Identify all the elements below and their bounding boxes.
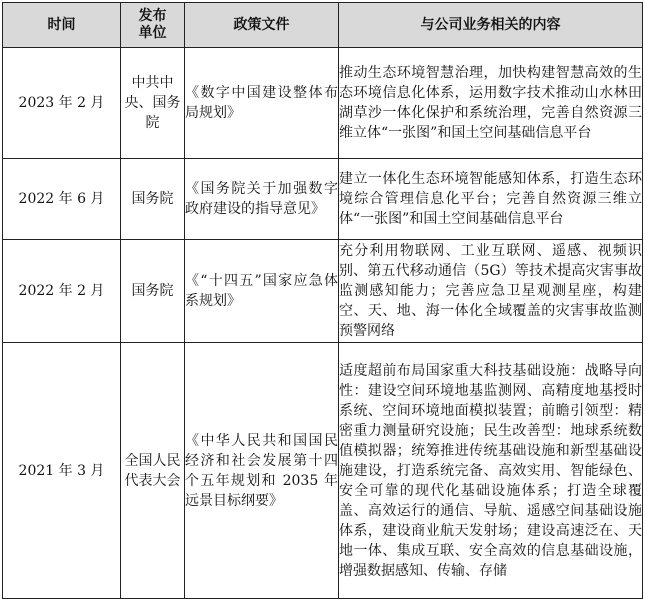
cell-document: 《中华人民共和国国民经济和社会发展第十四个五年规划和 2035 年远景目标纲要》: [185, 343, 339, 599]
cell-unit: 国务院: [121, 159, 185, 240]
table-row: [3, 240, 643, 343]
policy-table: [2, 2, 643, 599]
cell-document: 《数字中国建设整体布局规划》: [185, 48, 339, 159]
cell-content-wrapper: [339, 343, 643, 599]
header-content: 与公司业务相关的内容: [339, 3, 643, 48]
cell-content: 推动生态环境智慧治理，加快构建智慧高效的生态环境信息化体系，运用数字技术推动山水林田湖草沙一体化保护和系统治理，完善自然资源三维立体“一张图”和国土空间基础信息平台: [339, 48, 643, 159]
cell-document: 《“十四五”国家应急体系规划》: [185, 240, 339, 343]
table-row: [3, 159, 643, 240]
cell-unit: 国务院: [121, 240, 185, 343]
table-row: [3, 343, 643, 599]
cell-unit: 中共中央、国务院: [121, 48, 185, 159]
table-header-row: [3, 3, 643, 48]
cell-document: 《国务院关于加强数字政府建设的指导意见》: [185, 159, 339, 240]
header-unit-label: 发布单位: [138, 8, 167, 41]
cell-time: 2021 年 3 月: [3, 343, 121, 599]
cell-unit: 全国人民代表大会: [121, 343, 185, 599]
cell-content: 建立一体化生态环境智能感知体系，打造生态环境综合管理信息化平台；完善自然资源三维立体“一张图”和国土空间基础信息平台: [339, 159, 643, 240]
cell-content: 适度超前布局国家重大科技基础设施：战略导向性：建设空间环境地基监测网、高精度地基授时系统、空间环境地面模拟装置；前瞻引领型：精密重力测量研究设施；民生改善型：地球系统数值模拟器；统筹推进传统基础设施和新型基础设施建设，打造系统完备、高效实用、智能绿色、安全可靠的现代化基础设施体系；打造全球覆盖、高效运行的通信、导航、遥感空间基础设施体系，建设商业航天发射场；建设高速泛在、天地一体、集成互联、安全高效的信息基础设施，增强数据感知、传输、存储: [339, 362, 642, 579]
header-unit: [121, 3, 185, 48]
header-time: 时间: [3, 3, 121, 48]
cell-time: 2023 年 2 月: [3, 48, 121, 159]
header-document: 政策文件: [185, 3, 339, 48]
cell-content: 充分利用物联网、工业互联网、遥感、视频识别、第五代移动通信（5G）等技术提高灾害事故监测感知能力；完善应急卫星观测星座，构建空、天、地、海一体化全域覆盖的灾害事故监测预警网络: [339, 240, 643, 343]
table-row: [3, 48, 643, 159]
cell-time: 2022 年 6 月: [3, 159, 121, 240]
cell-time: 2022 年 2 月: [3, 240, 121, 343]
